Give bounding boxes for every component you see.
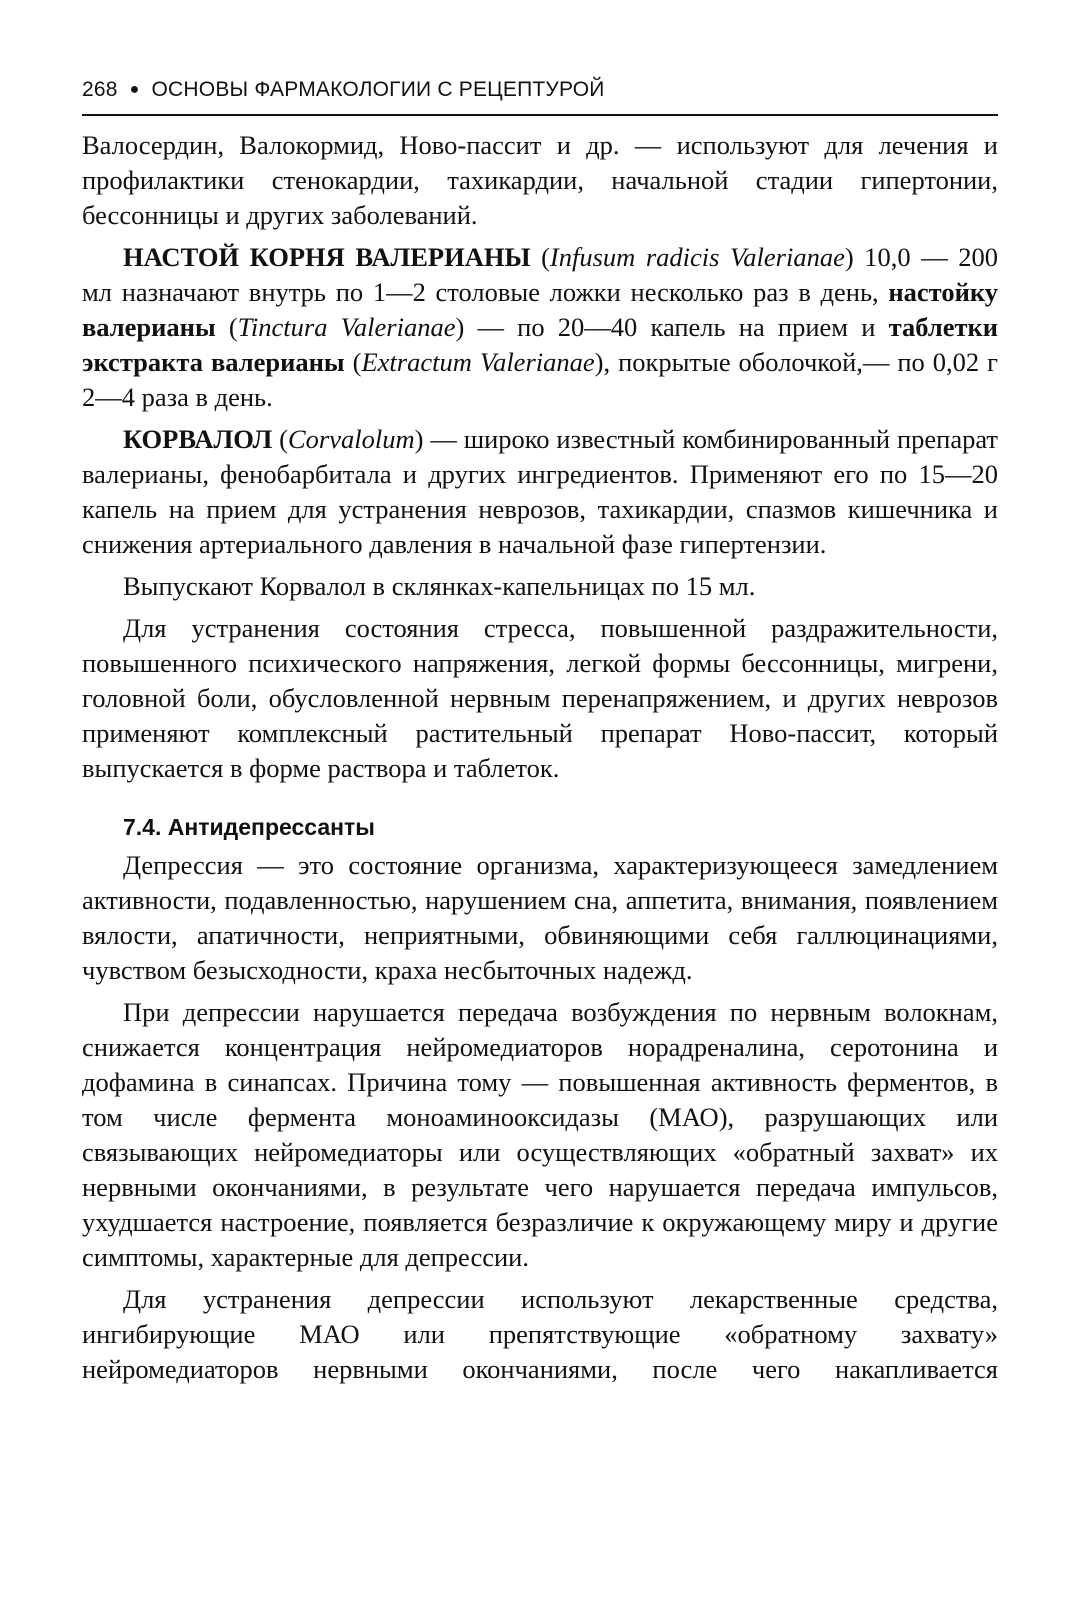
text-run: ) — широко известный комбинированный препарат валерианы, фенобарбитала и других ингредиентов. Применяют его по 15—20 капель на прием для устранения неврозов, тахикардии, спазмов кишечника и снижения артериального давления в начальной фазе гипертензии. (82, 424, 998, 559)
paragraph-corvalol-release: Выпускают Корвалол в склянках-капельницах по 15 мл. (123, 571, 756, 601)
bullet-icon: ● (129, 81, 140, 98)
latin-name: Extractum Valerianae (361, 347, 595, 377)
text-run: ( (344, 347, 362, 377)
text-run: ) — по 20—40 капель на прием и (455, 312, 889, 342)
paragraph-valerian (82, 240, 998, 415)
drug-name-valerian-tincture: настойку валерианы (82, 277, 998, 342)
latin-name: Corvalolum (288, 424, 415, 454)
section-title: 7.4. Антидепрессанты (123, 814, 375, 840)
drug-name-corvalol: КОРВАЛОЛ (123, 424, 273, 454)
paragraph-depression-treatment: Для устранения депрессии используют лекарственные средства, ингибирующие МАО или препятствующие «обратному захвату» нейромедиаторов нервными окончаниями, после чего накапливается (82, 1284, 998, 1384)
paragraph-novo-passit: Для устранения состояния стресса, повышенной раздражительности, повышенного психического напряжения, легкой формы бессонницы, мигрени, головной боли, обусловленной нервным перенапряжением, и других неврозов применяют комплексный растительный препарат Ново-пассит, который выпускается в форме раствора и таблеток. (82, 613, 998, 783)
paragraph-corvalol (82, 422, 998, 562)
latin-name: Infusum radicis Valerianae (549, 242, 845, 272)
paragraph-valoserdin: Валосердин, Валокормид, Ново-пассит и др. — используют для лечения и профилактики стенокардии, тахикардии, начальной стадии гипертонии, бессонницы и других заболеваний. (82, 130, 998, 230)
paragraph-depression-definition: Депрессия — это состояние организма, характеризующееся замедлением активности, подавленностью, нарушением сна, аппетита, внимания, появлением вялости, апатичности, неприятными, обвиняющими себя галлюцинациями, чувством безысходности, краха несбыточных надежд. (82, 850, 998, 985)
text-run: ( (530, 242, 550, 272)
text-run: ) 10,0 — 200 мл назначают внутрь по 1—2 столовые ложки несколько раз в день, (82, 242, 999, 307)
latin-name: Tinctura Valerianae (237, 312, 456, 342)
drug-name-valerian-infusion: НАСТОЙ КОРНЯ ВАЛЕРИАНЫ (123, 242, 531, 272)
book-page (82, 70, 998, 1394)
book-title: ОСНОВЫ ФАРМАКОЛОГИИ С РЕЦЕПТУРОЙ (151, 78, 605, 101)
page-body (82, 128, 998, 1387)
drug-name-valerian-tablets: таблетки экстракта валерианы (82, 312, 999, 377)
running-header (82, 70, 998, 116)
paragraph-depression-mechanism: При депрессии нарушается передача возбуждения по нервным волокнам, снижается концентрация нейромедиаторов норадреналина, серотонина и дофамина в синапсах. Причина тому — повышенная активность ферментов, в том числе фермента моноаминооксидазы (МАО), разрушающих или связывающих нейромедиаторы или осуществляющих «обратный захват» их нервными окончаниями, в результате чего нарушается передача импульсов, ухудшается настроение, появляется безразличие к окружающему миру и другие симптомы, характерные для депрессии. (82, 997, 998, 1272)
text-run: ), покрытые оболочкой,— по 0,02 г 2—4 раза в день. (82, 347, 999, 412)
text-run: ( (215, 312, 238, 342)
text-run: ( (272, 424, 288, 454)
page-number: 268 (82, 78, 118, 101)
